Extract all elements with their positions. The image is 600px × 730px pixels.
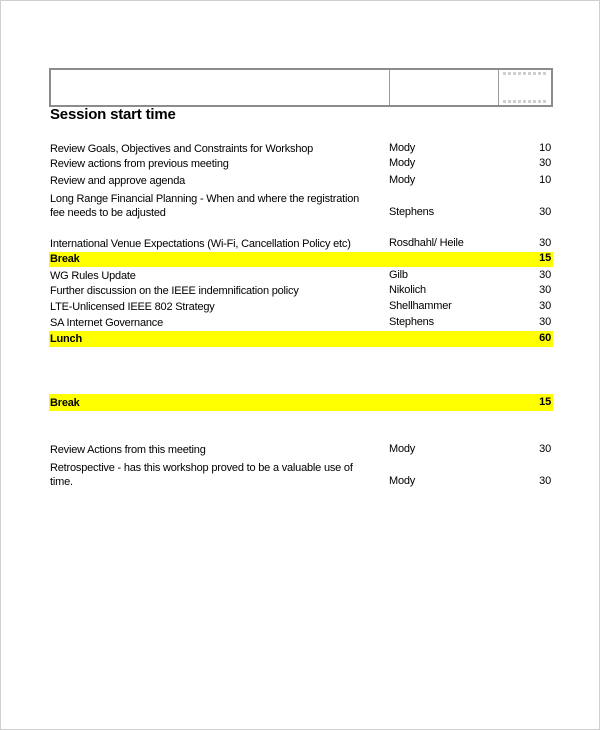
agenda-row (49, 300, 553, 314)
agenda-row (49, 237, 553, 251)
agenda-row (49, 461, 553, 491)
agenda-owner: Mody (389, 157, 416, 169)
agenda-owner: Gilb (389, 269, 408, 281)
agenda-minutes: 60 (539, 332, 551, 344)
session-start-heading: Session start time (50, 106, 176, 123)
agenda-topic: Review Goals, Objectives and Constraints for Workshop (50, 143, 314, 155)
agenda-topic-line2: time. (50, 476, 73, 488)
agenda-minutes: 30 (539, 269, 551, 281)
agenda-topic-line1: Retrospective - has this workshop proved to be a valuable use of (50, 462, 353, 474)
agenda-row (49, 142, 553, 156)
agenda-minutes: 30 (539, 237, 551, 249)
agenda-minutes: 30 (539, 157, 551, 169)
agenda-minutes: 30 (539, 443, 551, 455)
agenda-row (49, 269, 553, 283)
agenda-minutes: 30 (539, 300, 551, 312)
agenda-topic: Review Actions from this meeting (50, 444, 206, 456)
break-row (49, 252, 553, 267)
agenda-topic: WG Rules Update (50, 270, 136, 282)
agenda-minutes: 30 (539, 316, 551, 328)
lunch-row (49, 331, 553, 347)
agenda-minutes: 10 (539, 174, 551, 186)
header-table (49, 68, 553, 107)
agenda-owner: Mody (389, 443, 416, 455)
agenda-row (49, 284, 553, 298)
agenda-owner: Shellhammer (389, 300, 452, 312)
faded-header-text (503, 100, 547, 103)
agenda-minutes: 15 (539, 396, 551, 408)
agenda-owner: Nikolich (389, 284, 426, 296)
agenda-topic: Lunch (50, 333, 82, 345)
agenda-topic: Break (50, 397, 80, 409)
agenda-topic: Further discussion on the IEEE indemnification policy (50, 285, 299, 297)
faded-header-text (503, 72, 547, 75)
agenda-owner: Stephens (389, 316, 434, 328)
agenda-minutes: 30 (539, 206, 551, 218)
agenda-minutes: 30 (539, 475, 551, 487)
break-row (49, 394, 553, 411)
agenda-topic: LTE-Unlicensed IEEE 802 Strategy (50, 301, 215, 313)
agenda-owner: Mody (389, 142, 416, 154)
agenda-topic-line2: fee needs to be adjusted (50, 207, 166, 219)
header-cell-divider (389, 70, 390, 105)
agenda-owner: Rosdhahl/ Heile (389, 237, 464, 249)
agenda-owner: Mody (389, 475, 416, 487)
agenda-topic: International Venue Expectations (Wi-Fi, Cancellation Policy etc) (50, 238, 351, 250)
agenda-row (49, 157, 553, 171)
agenda-owner: Mody (389, 174, 416, 186)
agenda-minutes: 10 (539, 142, 551, 154)
agenda-topic: Review and approve agenda (50, 175, 186, 187)
agenda-row (49, 174, 553, 188)
agenda-row (49, 316, 553, 330)
agenda-topic: Break (50, 253, 80, 265)
agenda-topic-line1: Long Range Financial Planning - When and where the registration (50, 193, 360, 205)
header-cell-divider (498, 70, 499, 105)
agenda-minutes: 15 (539, 252, 551, 264)
agenda-topic: SA Internet Governance (50, 317, 164, 329)
agenda-minutes: 30 (539, 284, 551, 296)
agenda-owner: Stephens (389, 206, 434, 218)
agenda-row (49, 443, 553, 457)
agenda-topic: Review actions from previous meeting (50, 158, 229, 170)
agenda-row (49, 192, 553, 222)
